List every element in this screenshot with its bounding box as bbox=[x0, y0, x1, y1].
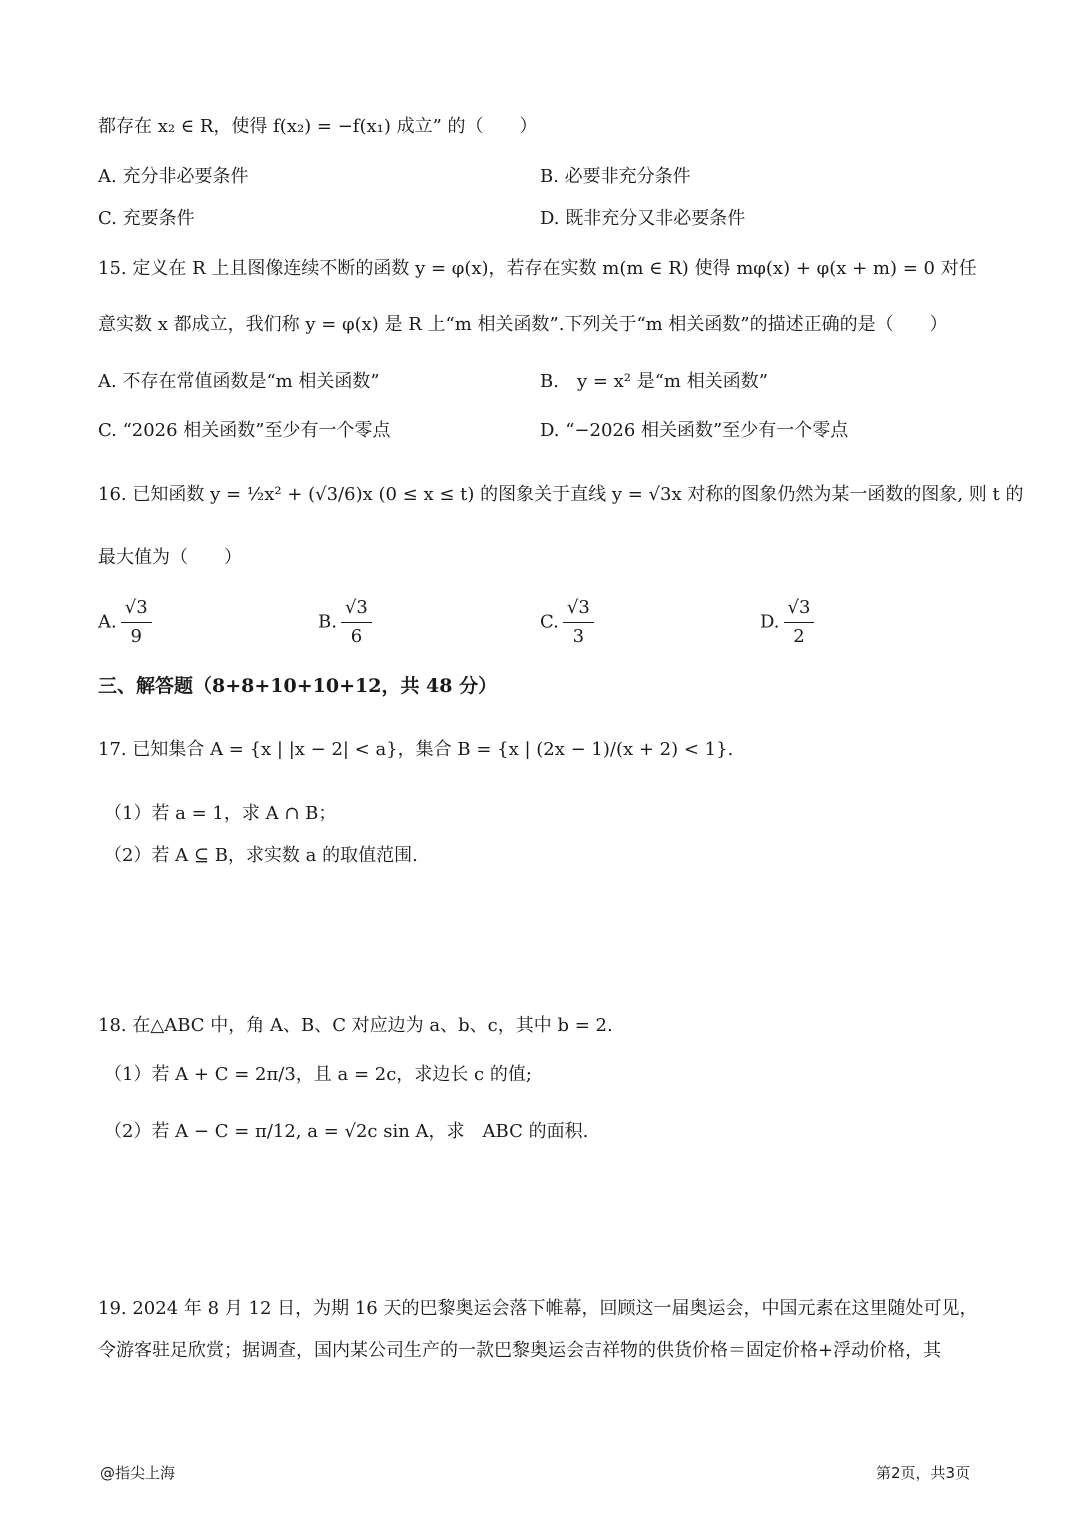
fraction-denominator: 6 bbox=[350, 626, 363, 647]
q17-part2: （2）若 A ⊆ B，求实数 a 的取值范围. bbox=[104, 845, 418, 866]
fraction bbox=[121, 594, 152, 651]
q18-part2: （2）若 A − C = π/12, a = √2c sin A，求 ABC 的面积. bbox=[104, 1121, 589, 1142]
q18-part1: （1）若 A + C = 2π/3，且 a = 2c，求边长 c 的值; bbox=[104, 1064, 532, 1085]
fraction bbox=[784, 594, 815, 651]
footer-source: @指尖上海 bbox=[100, 1464, 176, 1482]
q17-part1: （1）若 a = 1，求 A ∩ B； bbox=[104, 803, 337, 824]
q15-option-b: B. y = x² 是“m 相关函数” bbox=[540, 371, 768, 392]
q16-stem-line2: 最大值为（ ） bbox=[98, 547, 242, 568]
footer-page-number: 第2页，共3页 bbox=[876, 1464, 971, 1482]
option-label: B. bbox=[318, 611, 337, 633]
q14-option-a: A. 充分非必要条件 bbox=[98, 166, 249, 187]
q16-option-c bbox=[540, 594, 598, 651]
section-3-heading: 三、解答题（8+8+10+10+12，共 48 分） bbox=[98, 675, 498, 697]
option-label: A. bbox=[98, 611, 117, 633]
fraction-numerator: √3 bbox=[563, 594, 594, 623]
q16-option-a bbox=[98, 594, 156, 651]
q14-option-c: C. 充要条件 bbox=[98, 208, 195, 229]
q14-option-b: B. 必要非充分条件 bbox=[540, 166, 691, 187]
q14-option-d: D. 既非充分又非必要条件 bbox=[540, 208, 746, 229]
q19-stem-line2: 令游客驻足欣赏；据调查，国内某公司生产的一款巴黎奥运会吉祥物的供货价格＝固定价格+浮动价格，其 bbox=[98, 1340, 942, 1361]
option-label: D. bbox=[760, 611, 780, 633]
q18-stem: 18. 在△ABC 中，角 A、B、C 对应边为 a、b、c，其中 b = 2. bbox=[98, 1015, 613, 1036]
q16-option-b bbox=[318, 594, 376, 651]
fraction-denominator: 2 bbox=[793, 626, 805, 647]
fraction-numerator: √3 bbox=[121, 594, 152, 623]
option-label: C. bbox=[540, 611, 559, 633]
fraction-denominator: 9 bbox=[130, 626, 142, 647]
q15-stem-line1: 15. 定义在 R 上且图像连续不断的函数 y = φ(x)，若存在实数 m(m ∈ R) 使得 mφ(x) + φ(x + m) = 0 对任 bbox=[98, 258, 977, 279]
q16-option-d bbox=[760, 594, 818, 651]
q19-stem-line1: 19. 2024 年 8 月 12 日，为期 16 天的巴黎奥运会落下帷幕，回顾这一届奥运会，中国元素在这里随处可见， bbox=[98, 1298, 978, 1319]
q17-stem: 17. 已知集合 A = {x | |x − 2| < a}，集合 B = {x | (2x − 1)/(x + 2) < 1}. bbox=[98, 739, 734, 760]
q15-option-a: A. 不存在常值函数是“m 相关函数” bbox=[98, 371, 380, 392]
q15-option-d: D. “−2026 相关函数”至少有一个零点 bbox=[540, 420, 849, 441]
q16-stem-line1: 16. 已知函数 y = ½x² + (√3/6)x (0 ≤ x ≤ t) 的图象关于直线 y = √3x 对称的图象仍然为某一函数的图象, 则 t 的 bbox=[98, 484, 1024, 505]
fraction bbox=[563, 594, 594, 651]
q14-stem-tail: 都存在 x₂ ∈ R，使得 f(x₂) = −f(x₁) 成立” 的（ ） bbox=[98, 116, 538, 137]
fraction-denominator: 3 bbox=[572, 626, 585, 647]
fraction-numerator: √3 bbox=[341, 594, 372, 623]
fraction bbox=[341, 594, 372, 651]
q15-stem-line2: 意实数 x 都成立，我们称 y = φ(x) 是 R 上“m 相关函数”.下列关于“m 相关函数”的描述正确的是（ ） bbox=[98, 314, 948, 335]
fraction-numerator: √3 bbox=[784, 594, 815, 623]
q15-option-c: C. “2026 相关函数”至少有一个零点 bbox=[98, 420, 391, 441]
